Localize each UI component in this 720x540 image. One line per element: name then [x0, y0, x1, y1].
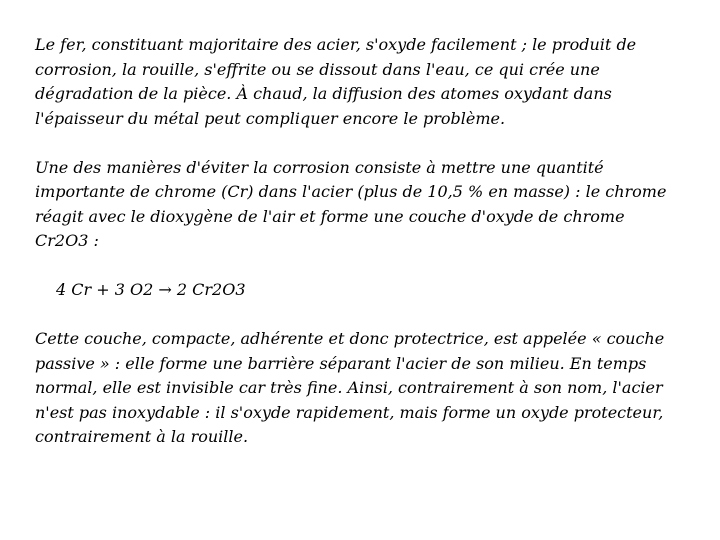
document-body	[35, 33, 675, 450]
paragraph-chromium: Une des manières d'éviter la corrosion consiste à mettre une quantité importante de chrome (Cr) dans l'acier (plus de 10,5 % en masse) : le chrome réagit avec le dioxygène de l'air et forme une couche d'oxyde de chrome Cr2O3 :	[35, 157, 667, 250]
paragraph-spacer	[35, 303, 675, 328]
paragraph-corrosion-intro: Le fer, constituant majoritaire des acier, s'oxyde facilement ; le produit de corrosion, la rouille, s'effrite ou se dissout dans l'eau, ce qui crée une dégradation de la pièce. À chaud, la diffusion des atomes oxydant dans l'épaisseur du métal peut compliquer encore le problème.	[35, 35, 637, 128]
paragraph-spacer	[35, 131, 675, 156]
paragraph-passive-layer: Cette couche, compacte, adhérente et donc protectrice, est appelée « couche passive » : elle forme une barrière séparant l'acier de son milieu. En temps normal, elle est invisible car très fine. Ainsi, contrairement à son nom, l'acier n'est pas inoxydable : il s'oxyde rapidement, mais forme un oxyde protecteur, contrairement à la rouille.	[35, 329, 665, 446]
chemical-equation: 4 Cr + 3 O2 → 2 Cr2O3	[56, 280, 246, 299]
paragraph-spacer	[35, 254, 675, 279]
